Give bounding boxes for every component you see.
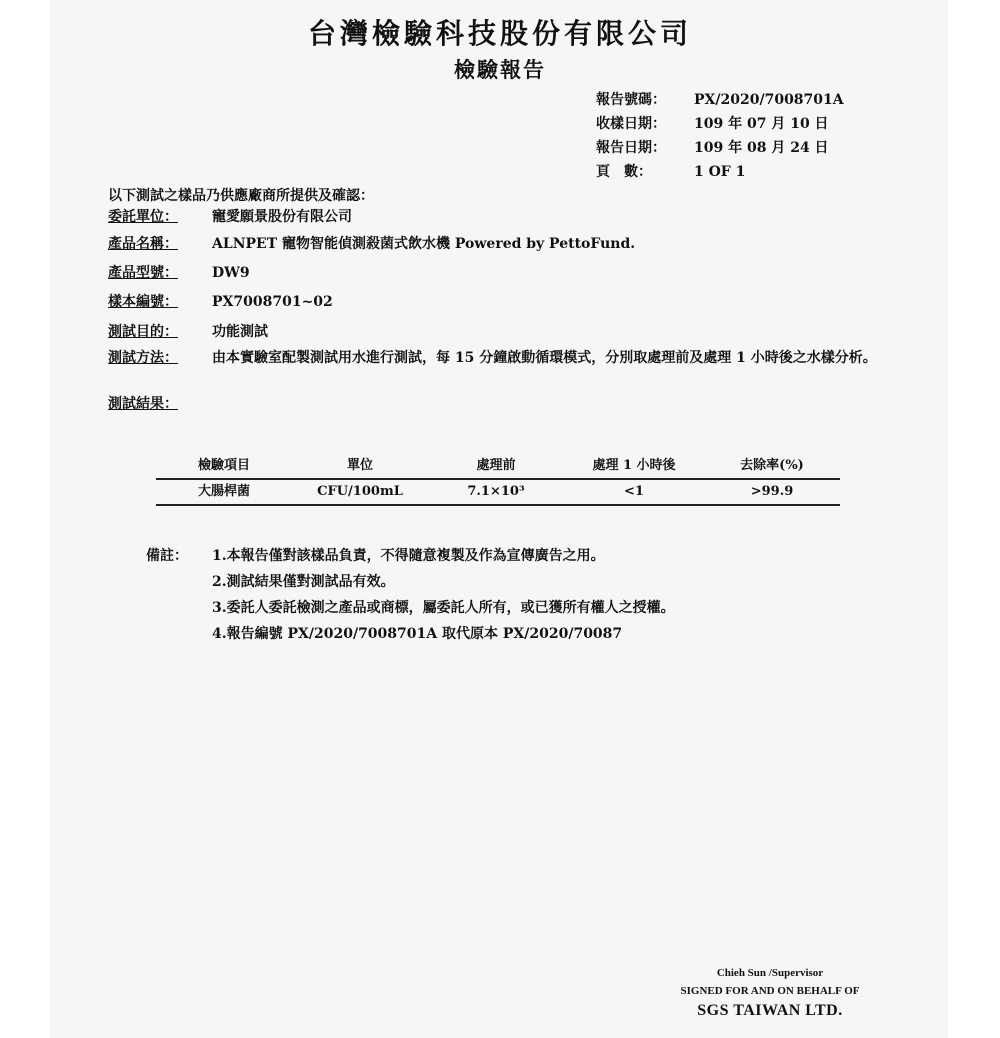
field-label: 測試方法： [108, 350, 178, 366]
field-value: ALNPET 寵物智能偵測殺菌式飲水機 Powered by PettoFund. [212, 236, 636, 252]
results-table [156, 454, 840, 506]
note-item: 1.本報告僅對該樣品負責，不得隨意複製及作為宣傳廣告之用。 [212, 548, 605, 564]
table-row [156, 479, 840, 505]
table-header-row [156, 454, 840, 479]
notes-list [212, 543, 892, 647]
table-cell: <1 [624, 484, 644, 499]
field-label: 委託單位： [108, 209, 178, 225]
column-header: 單位 [346, 458, 373, 473]
meta-label: 收樣日期： [596, 116, 666, 132]
meta-label: 報告日期： [596, 140, 666, 156]
meta-value: 109 年 08 月 24 日 [694, 140, 829, 156]
field-sample-number [108, 291, 908, 321]
field-value: PX7008701~02 [212, 294, 333, 310]
field-label: 樣本編號： [108, 294, 178, 310]
notes-label: 備註： [146, 548, 188, 564]
note-item: 4.報告編號 PX/2020/7008701A 取代原本 PX/2020/70087 [212, 626, 623, 642]
field-label: 測試目的： [108, 324, 178, 340]
field-client [108, 206, 908, 233]
meta-label: 報告號碼： [596, 92, 666, 108]
field-value: 功能測試 [212, 324, 268, 340]
table-cell: 7.1×10³ [467, 484, 525, 499]
column-header: 處理 1 小時後 [592, 458, 676, 473]
field-test-method [108, 347, 888, 393]
signed-on-behalf: SIGNED FOR AND ON BEHALF OF [680, 985, 860, 997]
note-item: 3.委託人委託檢測之產品或商標，屬委託人所有，或已獲所有權人之授權。 [212, 600, 675, 616]
meta-value: 109 年 07 月 10 日 [694, 116, 829, 132]
table-cell: >99.9 [750, 484, 794, 499]
field-label: 產品名稱： [108, 236, 178, 252]
table-cell: CFU/100mL [317, 484, 403, 499]
field-value: 由本實驗室配製測試用水進行測試，每 15 分鐘啟動循環模式，分別取處理前及處理 1 小時後之水樣分析。 [212, 350, 877, 366]
note-item: 2.測試結果僅對測試品有效。 [212, 574, 395, 590]
column-header: 處理前 [476, 458, 516, 473]
meta-receive-date [596, 112, 844, 136]
meta-label: 頁 數： [596, 164, 652, 180]
intro-text: 以下測試之樣品乃供應廠商所提供及確認： [108, 188, 374, 204]
field-label: 產品型號： [108, 265, 178, 281]
report-meta [596, 88, 844, 184]
signing-organization: SGS TAIWAN LTD. [697, 1002, 843, 1019]
field-product-model [108, 262, 908, 291]
meta-value: PX/2020/7008701A [694, 92, 844, 108]
field-value: 寵愛願景股份有限公司 [212, 209, 352, 225]
field-product-name [108, 233, 908, 262]
meta-report-date [596, 136, 844, 160]
field-test-purpose [108, 321, 908, 347]
signer-name: Chieh Sun /Supervisor [716, 967, 824, 979]
column-header: 檢驗項目 [197, 458, 250, 473]
report-title: 檢驗報告 [454, 57, 546, 82]
meta-value: 1 OF 1 [694, 164, 746, 180]
meta-pages [596, 160, 844, 184]
meta-report-number [596, 88, 844, 112]
sample-fields [108, 206, 908, 417]
table-cell: 大腸桿菌 [197, 484, 250, 499]
field-test-result [108, 393, 908, 417]
company-name: 台灣檢驗科技股份有限公司 [307, 17, 692, 50]
field-label: 測試結果： [108, 396, 178, 412]
column-header: 去除率(%) [740, 458, 804, 473]
field-value: DW9 [212, 265, 250, 281]
